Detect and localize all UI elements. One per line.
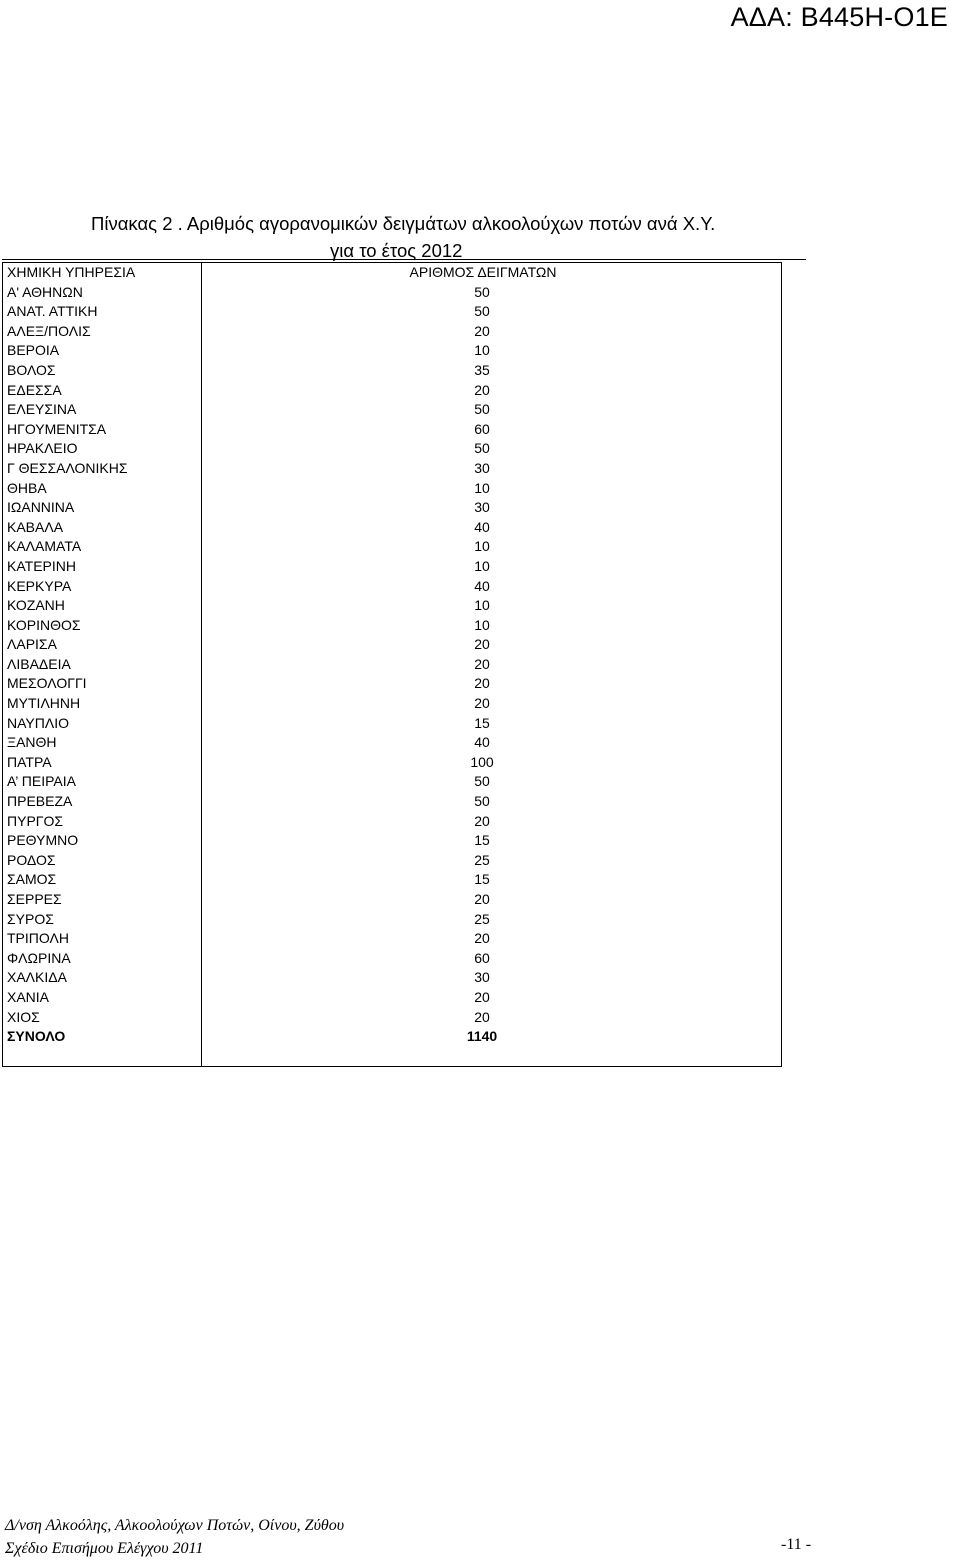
service-name: ΦΛΩΡΙΝΑ	[7, 949, 71, 966]
total-label: ΣΥΝΟΛΟ	[7, 1028, 66, 1045]
sample-count: 20	[474, 636, 490, 653]
service-name: ΠΥΡΓΟΣ	[7, 812, 64, 829]
table-row	[3, 831, 781, 851]
table-row	[3, 753, 781, 773]
subtitle-row	[2, 240, 806, 260]
table-row	[3, 577, 781, 597]
sample-count: 30	[474, 459, 490, 476]
service-name: ΧΑΛΚΙΔΑ	[7, 969, 67, 986]
table-row	[3, 870, 781, 890]
sample-count: 10	[474, 597, 490, 614]
table-row	[3, 714, 781, 734]
service-name: ΝΑΥΠΛΙΟ	[7, 714, 69, 731]
sample-count: 40	[474, 577, 490, 594]
table-row	[3, 772, 781, 792]
sample-count: 15	[474, 832, 490, 849]
table-row	[3, 381, 781, 401]
sample-count: 20	[474, 655, 490, 672]
table-row	[3, 616, 781, 636]
sample-count: 50	[474, 283, 490, 300]
sample-count: 20	[474, 675, 490, 692]
table-row	[3, 420, 781, 440]
sample-count: 50	[474, 440, 490, 457]
sample-count: 20	[474, 988, 490, 1005]
table-row	[3, 439, 781, 459]
service-name: ΡΟΔΟΣ	[7, 851, 56, 868]
service-name: ΡΕΘΥΜΝΟ	[7, 832, 79, 849]
page-number: -11 -	[781, 1536, 812, 1553]
footer-department: Δ/νση Αλκοόλης, Αλκοολούχων Ποτών, Οίνου, Ζύθου	[5, 1517, 345, 1534]
table-body	[3, 263, 781, 1047]
service-name: ΗΓΟΥΜΕΝΙΤΣΑ	[7, 420, 107, 437]
service-name: ΣΕΡΡΕΣ	[7, 891, 62, 907]
sample-count: 60	[474, 949, 490, 966]
sample-count: 50	[474, 401, 490, 418]
table-row	[3, 694, 781, 714]
table-row	[3, 988, 781, 1008]
table-row	[3, 929, 781, 949]
sample-count: 50	[474, 773, 490, 790]
table-row	[3, 968, 781, 988]
service-name: ΤΡΙΠΟΛΗ	[7, 930, 69, 947]
table-row	[3, 733, 781, 753]
sample-count: 25	[474, 851, 490, 868]
column-header-service: ΧΗΜΙΚΗ ΥΠΗΡΕΣΙΑ	[7, 264, 136, 280]
sample-count: 15	[474, 714, 490, 731]
table-row	[3, 537, 781, 557]
service-name: Γ ΘΕΣΣΑΛΟΝΙΚΗΣ	[7, 459, 128, 476]
service-name: ΗΡΑΚΛΕΙΟ	[7, 440, 78, 457]
samples-table	[2, 262, 782, 1067]
table-row	[3, 459, 781, 479]
table-row	[3, 812, 781, 832]
service-name: ΧΑΝΙΑ	[7, 988, 50, 1005]
table-row	[3, 910, 781, 930]
sample-count: 10	[474, 479, 490, 496]
total-value: 1140	[466, 1028, 498, 1045]
table-row	[3, 674, 781, 694]
service-name: ΚΑΤΕΡΙΝΗ	[7, 557, 76, 574]
service-name: ΚΕΡΚΥΡΑ	[7, 577, 72, 594]
service-name: ΕΔΕΣΣΑ	[7, 381, 62, 398]
table-total-row	[3, 1027, 781, 1047]
table-row	[3, 635, 781, 655]
service-name: ΜΕΣΟΛΟΓΓΙ	[7, 675, 87, 692]
table-row	[3, 400, 781, 420]
table-row	[3, 1008, 781, 1028]
sample-count: 60	[474, 420, 490, 437]
column-header-samples: ΑΡΙΘΜΟΣ ΔΕΙΓΜΑΤΩΝ	[409, 264, 557, 280]
table-row	[3, 851, 781, 871]
service-name: ΚΟΡΙΝΘΟΣ	[7, 616, 81, 633]
table-row	[3, 949, 781, 969]
sample-count: 10	[474, 557, 490, 574]
service-name: ΞΑΝΘΗ	[7, 734, 57, 751]
sample-count: 20	[474, 930, 490, 947]
sample-count: 20	[474, 812, 490, 829]
footer-plan: Σχέδιο Επισήμου Ελέγχου 2011	[5, 1540, 204, 1557]
service-name: ΙΩΑΝΝΙΝΑ	[7, 499, 75, 516]
sample-count: 10	[474, 342, 490, 359]
sample-count: 20	[474, 381, 490, 398]
sample-count: 30	[474, 969, 490, 986]
service-name: Α' ΑΘΗΝΩΝ	[7, 283, 83, 300]
table-row	[3, 341, 781, 361]
service-name: ΚΑΒΑΛΑ	[7, 518, 64, 535]
service-name: ΑΛΕΞ/ΠΟΛΙΣ	[7, 322, 91, 339]
table-row	[3, 518, 781, 538]
table-title: Πίνακας 2 . Αριθμός αγορανομικών δειγμάτων αλκοολούχων ποτών ανά Χ.Υ.	[91, 213, 716, 234]
table-subtitle: για το έτος 2012	[330, 240, 463, 261]
service-name: ΣΥΡΟΣ	[7, 910, 54, 927]
sample-count: 20	[474, 1008, 490, 1025]
service-name: ΠΡΕΒΕΖΑ	[7, 793, 73, 810]
table-row	[3, 361, 781, 381]
sample-count: 20	[474, 695, 490, 712]
table-row	[3, 655, 781, 675]
sample-count: 25	[474, 910, 490, 927]
service-name: ΛΑΡΙΣΑ	[7, 636, 57, 653]
table-row	[3, 557, 781, 577]
service-name: ΚΟΖΑΝΗ	[7, 597, 65, 614]
service-name: ΒΟΛΟΣ	[7, 361, 56, 378]
sample-count: 30	[474, 499, 490, 516]
sample-count: 10	[474, 616, 490, 633]
ada-code: ΑΔΑ: Β445Η-Ο1Ε	[730, 2, 948, 32]
sample-count: 40	[474, 734, 490, 751]
sample-count: 15	[474, 871, 490, 888]
table-row	[3, 498, 781, 518]
service-name: ΣΑΜΟΣ	[7, 871, 57, 888]
service-name: Α’ ΠΕΙΡΑΙΑ	[7, 773, 76, 790]
table-header-row	[3, 263, 781, 283]
service-name: ΧΙΟΣ	[7, 1008, 40, 1025]
table-row	[3, 283, 781, 303]
service-name: ΑΝΑΤ. ΑΤΤΙΚΗ	[7, 303, 98, 320]
sample-count: 100	[470, 753, 494, 770]
table-row	[3, 302, 781, 322]
service-name: ΛΙΒΑΔΕΙΑ	[7, 655, 71, 672]
table-row	[3, 890, 781, 910]
sample-count: 10	[474, 538, 490, 555]
table-row	[3, 792, 781, 812]
service-name: ΒΕΡΟΙΑ	[7, 342, 60, 359]
sample-count: 20	[474, 322, 490, 339]
table-row	[3, 596, 781, 616]
service-name: ΜΥΤΙΛΗΝΗ	[7, 695, 81, 712]
sample-count: 50	[474, 303, 490, 320]
sample-count: 50	[474, 793, 490, 810]
service-name: ΠΑΤΡΑ	[7, 753, 52, 770]
sample-count: 35	[474, 361, 490, 378]
service-name: ΚΑΛΑΜΑΤΑ	[7, 538, 82, 555]
sample-count: 40	[474, 518, 490, 535]
sample-count: 20	[474, 891, 490, 907]
service-name: ΘΗΒΑ	[7, 479, 47, 496]
table-row	[3, 322, 781, 342]
table-row	[3, 479, 781, 499]
service-name: ΕΛΕΥΣΙΝΑ	[7, 401, 77, 418]
